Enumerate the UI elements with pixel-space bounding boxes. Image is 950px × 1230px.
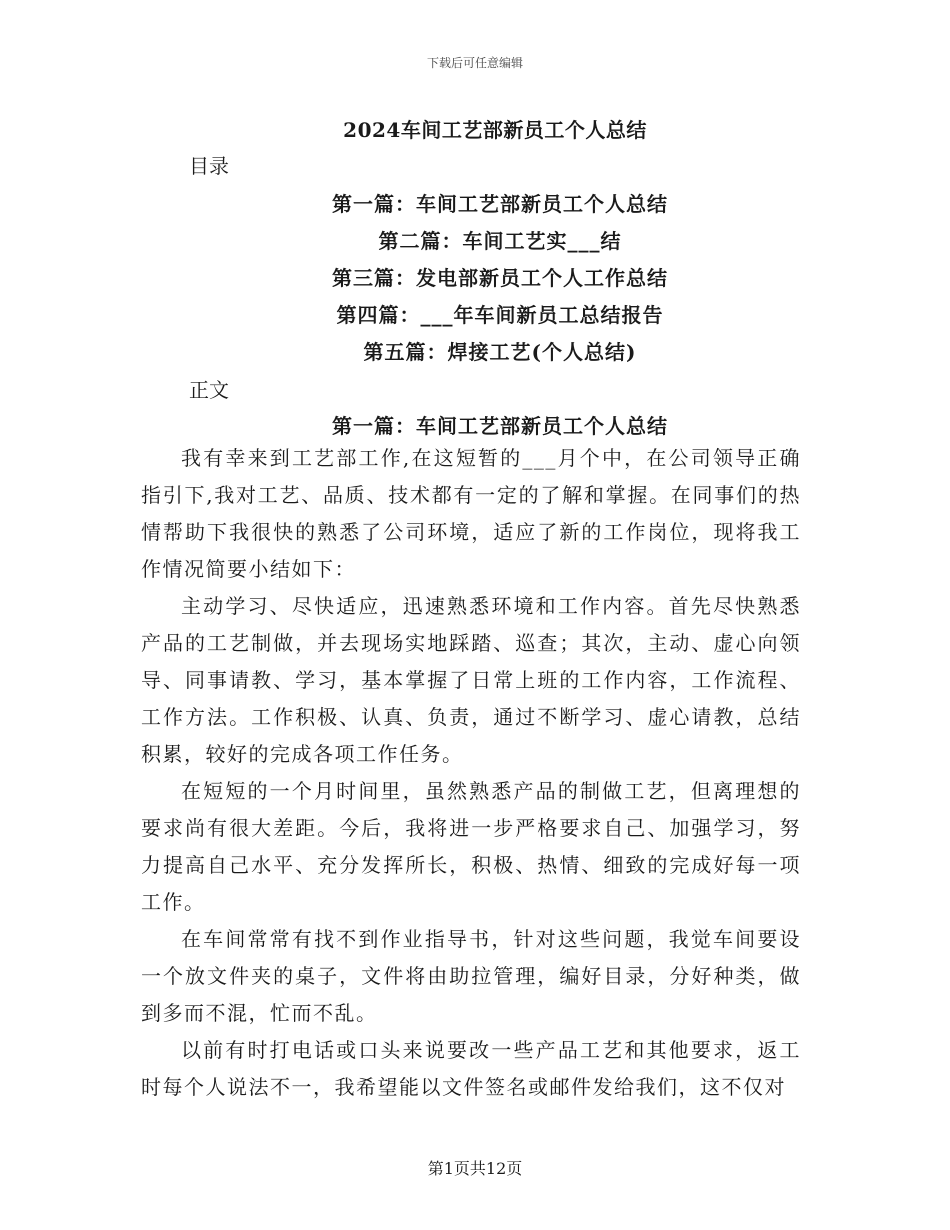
paragraph-2: 主动学习、尽快适应，迅速熟悉环境和工作内容。首先尽快熟悉产品的工艺制做，并去现场实地踩踏、巡查；其次，主动、虚心向领导、同事请教、学习，基本掌握了日常上班的工作内容，工作流程、工作方法。工作积极、认真、负责，通过不断学习、虚心请教，总结积累，较好的完成各项工作任务。: [141, 594, 801, 766]
body-text: [141, 440, 801, 1106]
toc-entry-1: 第一篇：车间工艺部新员工个人总结: [332, 192, 668, 216]
page-footer: 第1页共12页: [427, 1159, 523, 1178]
document-title: 2024车间工艺部新员工个人总结: [343, 118, 647, 142]
body-label: 正文: [189, 378, 229, 402]
toc-entry-4: 第四篇：___年车间新员工总结报告: [336, 303, 664, 327]
paragraph-3: 在短短的一个月时间里，虽然熟悉产品的制做工艺，但离理想的要求尚有很大差距。今后，我将进一步严格要求自己、加强学习，努力提高自己水平、充分发挥所长，积极、热情、细致的完成好每一项工作。: [141, 779, 801, 914]
toc-entry-2: 第二篇：车间工艺实___结: [378, 229, 622, 253]
toc-label: 目录: [189, 154, 229, 178]
paragraph-5: 以前有时打电话或口头来说要改一些产品工艺和其他要求，返工时每个人说法不一，我希望能以文件签名或邮件发给我们，这不仅对: [141, 1038, 801, 1099]
toc-entry-5: 第五篇：焊接工艺(个人总结): [363, 340, 637, 364]
paragraph-1: 我有幸来到工艺部工作,在这短暂的___月个中，在公司领导正确指引下,我对工艺、品质、技术都有一定的了解和掌握。在同事们的热情帮助下我很快的熟悉了公司环境，适应了新的工作岗位，现将我工作情况简要小结如下：: [141, 446, 801, 581]
section-heading: 第一篇：车间工艺部新员工个人总结: [332, 414, 668, 438]
paragraph-4: 在车间常常有找不到作业指导书，针对这些问题，我觉车间要设一个放文件夹的桌子，文件将由助拉管理，编好目录，分好种类，做到多而不混，忙而不乱。: [141, 927, 801, 1025]
header-note: 下载后可任意编辑: [426, 56, 523, 70]
toc-entry-3: 第三篇：发电部新员工个人工作总结: [332, 266, 668, 290]
